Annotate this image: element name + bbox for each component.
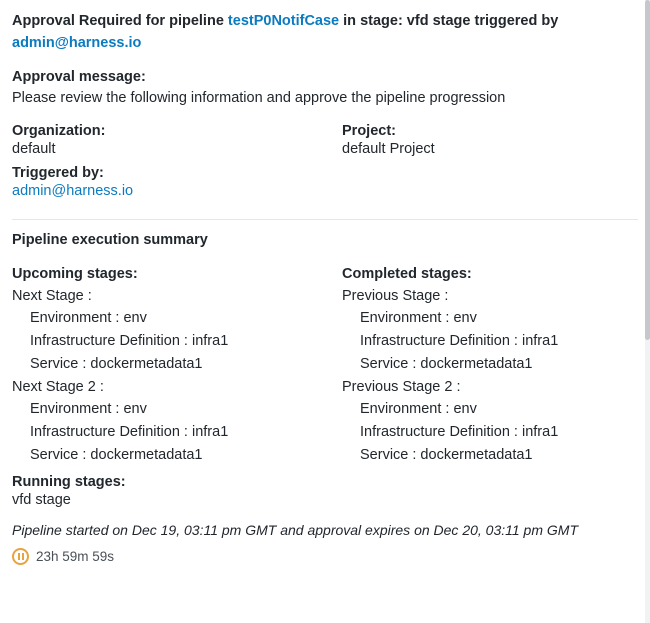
stage-group [12,377,342,467]
stage-name: Previous Stage : [342,287,449,304]
organization-label: Organization: [12,122,106,139]
upcoming-stages-column [12,266,342,468]
stage-attr: Environment : env [30,310,147,327]
stage-attr: Service : dockermetadata1 [360,355,533,372]
scrollbar-track[interactable] [645,0,650,623]
completed-stages-column [342,266,638,468]
project-value: default Project [342,140,435,157]
project-label: Project: [342,122,396,139]
stage-attr: Infrastructure Definition : infra1 [30,333,229,349]
stage-group [12,286,342,376]
stage-attr: Service : dockermetadata1 [360,446,533,463]
triggered-by-email-link[interactable]: admin@harness.io [12,182,134,199]
stage-name: Previous Stage 2 : [342,378,461,395]
timer-row [12,548,638,565]
stage-attr: Infrastructure Definition : infra1 [30,424,229,440]
triggered-by-label: Triggered by: [12,164,104,181]
scrollbar-thumb[interactable] [645,0,650,340]
stage-attr: Environment : env [360,310,477,327]
timer-remaining: 23h 59m 59s [36,548,115,564]
organization-value: default [12,140,56,157]
stage-attr: Environment : env [30,401,147,418]
meta-row [12,123,638,207]
completed-stages-label: Completed stages: [342,265,472,282]
running-stages-value: vfd stage [12,491,71,508]
stages-row [12,266,638,468]
stage-attr: Infrastructure Definition : infra1 [360,333,559,349]
triggered-by-header-link[interactable]: admin@harness.io [12,35,142,52]
stage-group [342,286,638,376]
page-title [12,10,638,55]
running-stages-label: Running stages: [12,473,126,490]
pause-timer-icon [12,548,29,565]
stage-attr: Environment : env [360,401,477,418]
approval-message-label: Approval message: [12,68,146,85]
title-prefix: Approval Required for pipeline [12,13,228,29]
pipeline-name-link[interactable]: testP0NotifCase [227,13,340,29]
summary-title: Pipeline execution summary [12,231,208,248]
upcoming-stages-label: Upcoming stages: [12,265,138,282]
approval-message-text: Please review the following information and approve the pipeline progression [12,89,506,106]
stage-attr: Service : dockermetadata1 [30,355,203,372]
expiry-note: Pipeline started on Dec 19, 03:11 pm GMT and approval expires on Dec 20, 03:11 pm GMT [12,521,578,538]
project-block [342,123,638,207]
stage-name: Next Stage 2 : [12,378,104,395]
organization-block [12,123,342,207]
stage-group [342,377,638,467]
stage-attr: Service : dockermetadata1 [30,446,203,463]
section-divider [12,219,638,220]
triggered-by-value [12,183,342,199]
stage-attr: Infrastructure Definition : infra1 [360,424,559,440]
stage-name: Next Stage : [12,287,92,304]
title-middle: in stage: vfd stage triggered by [339,13,559,29]
